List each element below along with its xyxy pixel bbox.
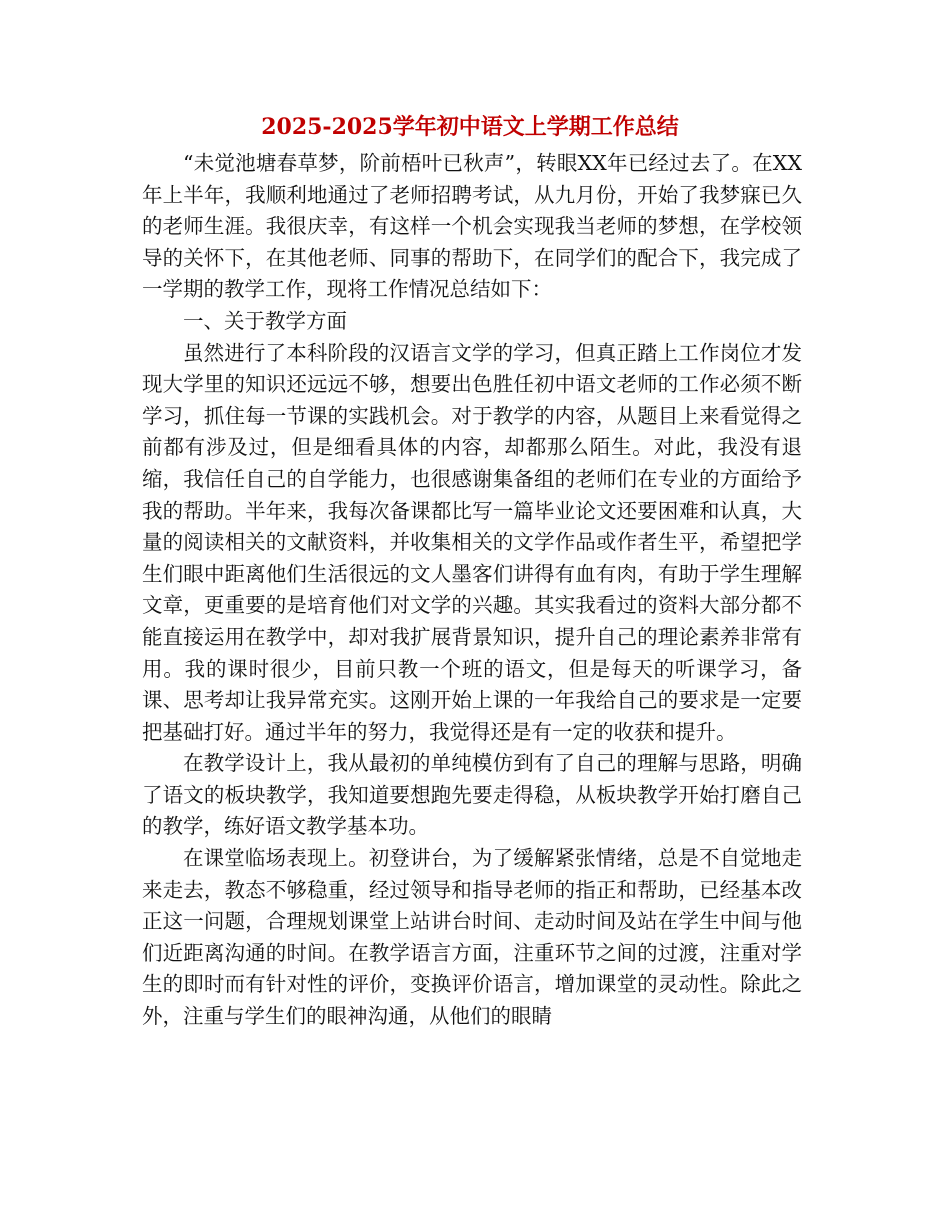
- section-heading-teaching: 一、关于教学方面: [183, 308, 347, 333]
- paragraph-design: 在教学设计上，我从最初的单纯模仿到有了自己的理解与思路，明确了语文的板块教学，我知道要想跑先要走得稳，从板块教学开始打磨自己的教学，练好语文教学基本功。: [142, 751, 802, 839]
- document-title: 2025-2025学年初中语文上学期工作总结: [261, 114, 679, 140]
- paragraph-classroom: 在课堂临场表现上。初登讲台，为了缓解紧张情绪，总是不自觉地走来走去，教态不够稳重，经过领导和指导老师的指正和帮助，已经基本改正这一问题，合理规划课堂上站讲台时间、走动时间及站在学生中间与他们近距离沟通的时间。在教学语言方面，注重环节之间的过渡，注重对学生的即时而有针对性的评价，变换评价语言，增加课堂的灵动性。除此之外，注重与学生们的眼神沟通，从他们的眼睛: [142, 846, 802, 1029]
- paragraph-intro: “未觉池塘春草梦，阶前梧叶已秋声”，转眼XX年已经过去了。在XX年上半年，我顺利地通过了老师招聘考试，从九月份，开始了我梦寐已久的老师生涯。我很庆幸，有这样一个机会实现我当老师的梦想，在学校领导的关怀下，在其他老师、同事的帮助下，在同学们的配合下，我完成了一学期的教学工作，现将工作情况总结如下：: [142, 151, 802, 302]
- paragraph-learning: 虽然进行了本科阶段的汉语言文学的学习，但真正踏上工作岗位才发现大学里的知识还远远不够，想要出色胜任初中语文老师的工作必须不断学习，抓住每一节课的实践机会。对于教学的内容，从题目上来看觉得之前都有涉及过，但是细看具体的内容，却都那么陌生。对此，我没有退缩，我信任自己的自学能力，也很感谢集备组的老师们在专业的方面给予我的帮助。半年来，我每次备课都比写一篇毕业论文还要困难和认真，大量的阅读相关的文献资料，并收集相关的文学作品或作者生平，希望把学生们眼中距离他们生活很远的文人墨客们讲得有血有肉，有助于学生理解文章，更重要的是培育他们对文学的兴趣。其实我看过的资料大部分都不能直接运用在教学中，却对我扩展背景知识，提升自己的理论素养非常有用。我的课时很少，目前只教一个班的语文，但是每天的听课学习，备课、思考却让我异常充实。这刚开始上课的一年我给自己的要求是一定要把基础打好。通过半年的努力，我觉得还是有一定的收获和提升。: [142, 340, 802, 744]
- document-body: [142, 148, 802, 1033]
